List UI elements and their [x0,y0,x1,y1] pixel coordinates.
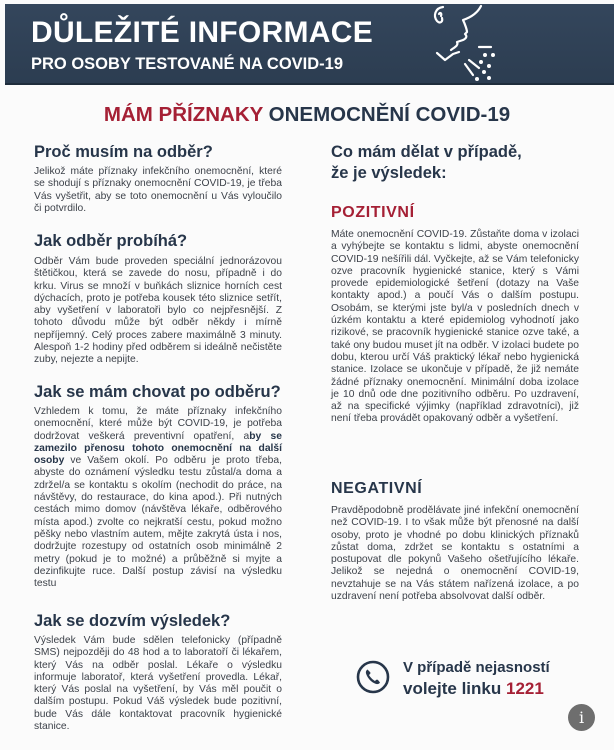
hotline-line1: V případě nejasností [403,659,550,676]
page-title-rest: ONEMOCNĚNÍ COVID-19 [262,103,511,126]
phone-icon [356,660,390,694]
header-banner [5,4,614,85]
section-text-how-test: Odběr Vám bude proveden speciální jednorázovou štětičkou, která se zavede do nosu, případně i do krku. Virus se množí v buňkách sliznice horních cest dýchacích, proto je potřeba kousek této sliznice setřít, aby vyšetření v laboratoři bylo co nejpřesnější. Z tohoto důvodu může být odběr někdy i mírně nepříjemný. Celý proces zabere maximálně 3 minuty. Alespoň 1-2 hodiny před odběrem si ideálně nečistěte zuby, nejezte a nepijte. [34,256,282,366]
page-title [0,103,614,127]
hotline-prefix: volejte linku [403,679,506,698]
info-icon: i [578,708,585,727]
section-heading-behavior: Jak se mám chovat po odběru? [34,383,281,401]
section-heading-why-test: Proč musím na odběr? [34,143,213,161]
header-subtitle: PRO OSOBY TESTOVANÉ NA COVID-19 [31,55,344,73]
hotline-line2 [403,679,544,699]
positive-text: Máte onemocnění COVID-19. Zůstaňte doma v izolaci a vyhýbejte se kontaktu s lidmi, abyste onemocnění COVID-19 nešířili dál. Vyčkejte, až se Vám telefonicky ozve pracovník hygienické stanice, který s Vámi provede epidemiologické šetření (dotazy na Vaše kontakty apod.) a poučí Vás o dalším postupu. Osobám, se kterými jste byl/a v posledních dnech v úzkém kontaktu a které epidemiolog vyhodnotí jako rizikové, se pracovník hygienické stanice ozve také, a také ony budou muset jít na odběr. V izolaci budete po dobu, kterou určí Váš praktický lékař nebo hygienická stanice. Izolace se ukončuje v případě, že již nemáte žádné příznaky onemocnění. Minimální doba izolace je 10 dnů ode dne pozitivního odběru. Po uzdravení, až na specifické výjimky (například zdravotníci), již není třeba provádět opakovaný odběr a vyšetření. [331,229,579,425]
section-text-behavior [34,406,282,590]
section-heading-result: Jak se dozvím výsledek? [34,612,231,630]
behavior-text-after: ve Vašem okolí. Po odběru je proto třeba, abyste do oznámení výsledku testu zůstal/a doma a zdržel/a se kontaktu s okolím (nechodit do práce, na návštěvy, do restaurace, do kina apod.). Při nutných cestách mimo domov (návštěva lékaře, odběrového místa apod.) zvolte co nejkratší cestu, pokud možno pěšky nebo vlastním autem, mějte zakrytá ústa i nos, dodržujte rozestupy od ostatních osob minimálně 2 metry (pokud je to možné) a průběžně si myjte a dezinfikujte ruce. Další postup závisí na výsledku testu [34,455,282,590]
header-title: DŮLEŽITÉ INFORMACE [31,16,374,49]
behavior-text-emphasis: by se zamezilo přenosu tohoto onemocnění na další osoby [34,430,282,467]
info-button[interactable] [568,704,595,731]
negative-text: Pravděpodobně prodělávate jiné infekční onemocnění než COVID-19. I to však může být přenosné na další osoby, proto je vhodné po dobu klinických příznaků zůstat doma, zdržet se kontaktu s ostatními a postupovat dle pokynů Vašeho ošetřujícího lékaře. Jelikož se nejedná o onemocnění COVID-19, nevztahuje se na Vás státem nařízená izolace, a po uzdravení není potřeba absolvovat další odběr. [331,505,579,603]
section-text-result: Výsledek Vám bude sdělen telefonicky (případně SMS) nejpozději do 48 hod a to laboratoří či lékařem, který Vás na odběr poslal. Lékaře o výsledku informuje laboratoř, která vyšetření provedla. Lékař, který Vás poslal na vyšetření, by Vás měl poučit o dalším postupu. Pokud Váš výsledek bude pozitivní, bude Vás dále kontaktovat pracovník hygienické stanice. [34,635,282,733]
hotline-number[interactable]: 1221 [505,679,544,698]
section-text-why-test: Jelikož máte příznaky infekčního onemocnění, které se shodují s příznaky onemocnění COVID-19, je třeba Vás vyšetřit, aby se toto onemocnění u Vás vyloučilo či potvrdilo. [34,166,282,214]
sneezing-person-icon [423,4,503,83]
negative-label: NEGATIVNÍ [331,480,423,497]
behavior-text-before: Vzhledem k tomu, že máte příznaky infekčního onemocnění, které může být COVID-19, je potřeba dodržovat veškerá preventivní opatření, a [34,406,282,442]
page-title-accent: MÁM PŘÍZNAKY [103,103,263,126]
positive-label: POZITIVNÍ [331,204,415,221]
section-heading-how-test: Jak odběr probíhá? [34,232,188,250]
hotline-box [356,659,556,709]
right-heading-line2: že je výsledek: [331,164,447,182]
right-heading-line1: Co mám dělat v případě, [331,143,522,161]
